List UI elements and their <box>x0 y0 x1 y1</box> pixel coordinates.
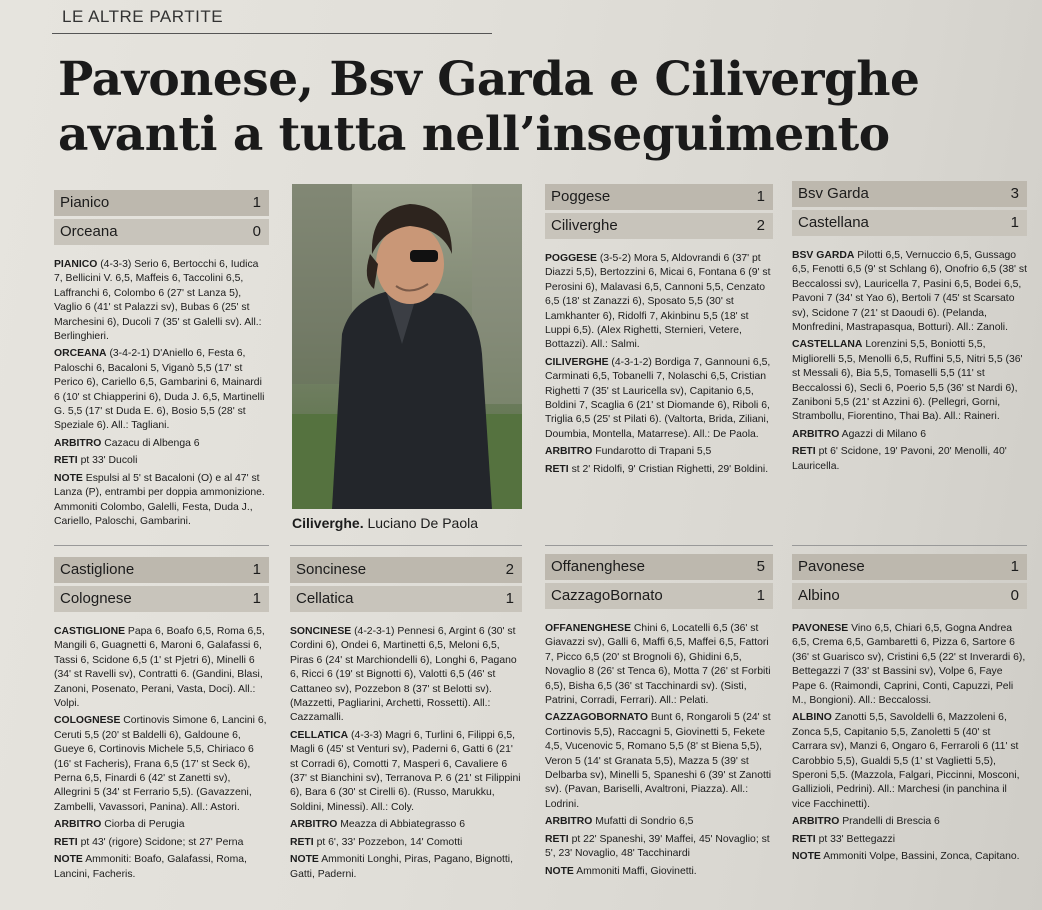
team-score: 2 <box>756 216 765 234</box>
team-score: 1 <box>252 589 261 607</box>
goals: RETI pt 22' Spaneshi, 39' Maffei, 45' Novaglio; st 5', 23' Novaglio, 48' Tacchinardi <box>545 833 770 860</box>
team-name: Albino <box>798 586 840 604</box>
team-score: 3 <box>1010 184 1019 202</box>
referee: ARBITRO Prandelli di Brescia 6 <box>792 816 940 828</box>
score-row-away <box>290 586 522 612</box>
notes: NOTE Ammoniti Longhi, Piras, Pagano, Bignotti, Gatti, Paderni. <box>290 854 513 880</box>
headline-line-1: Pavonese, Bsv Garda e Ciliverghe <box>58 52 920 107</box>
lineup-away: COLOGNESE Cortinovis Simone 6, Lancini 6, Ceruti 5,5 (20' st Baldelli 6), Galdoune 6, Gueye 6, Cortinovis Michele 5,5, Chiriaco 6 (16' st Facheris), Frana 6,5 (17' st Seck 6), Perna 6,5, Finardi 6 (42' st Zanetti sv), Allegrini 5 (34' st Ferrario 5,5). (Gavazzeni, Zambelli, Vavassori, Panina). All.: Astori. <box>54 715 267 813</box>
divider <box>792 545 1027 546</box>
score-row-away <box>792 583 1027 609</box>
score-row-home <box>792 181 1027 207</box>
referee: ARBITRO Mufatti di Sondrio 6,5 <box>545 816 694 828</box>
lineup-home: SONCINESE (4-2-3-1) Pennesi 6, Argint 6 (30' st Cordini 6), Ondei 6, Martinetti 6,5, Meloni 6,5, Piras 6 (24' st Marchiondelli 6), Longhi 6, Pagano 6, Ricci 6 (19' st Bignotti 6), Valotti 6,5 (46' st Cattaneo sv), Pozzebon 8 (37' st Belotti sv). (Mazzetti, Pagliarini, Archetti, Rossetti). All.: Cazzamalli. <box>290 626 517 724</box>
score-row-home <box>545 184 773 210</box>
lineup-away: ORCEANA (3-4-2-1) D'Aniello 6, Festa 6, Paloschi 6, Bacaloni 5, Viganò 5,5 (17' st Perico 6), Cariello 6,5, Gambarini 6, Mainardi 6 (10' st Chiapperini 6), Duda J. 6,5, Martinelli G. 5,5 (17' st Duda E. 6), Bosio 5,5 (28' st Speziale 6). All.: Tagliani. <box>54 348 265 432</box>
notes: NOTE Ammoniti: Boafo, Galafassi, Roma, Lancini, Facheris. <box>54 854 247 880</box>
lineup-home: OFFANENGHESE Chini 6, Locatelli 6,5 (36' st Giavazzi sv), Galli 6, Maffi 6,5, Maffei 6,5, Fattori 7, Picco 6,5 (20' st Brognoli 6), Ghidini 6,5, Novaglio 8 (26' st Tenca 6), Motta 7 (26' st Forbiti 6,5), Bisha 6,5 (36' st Tacchinardi sv). (Sisti, Patrini, Corradi, Ferrari). All.: Pelati. <box>545 623 771 707</box>
team-score: 1 <box>756 586 765 604</box>
team-name: Offanenghese <box>551 557 645 575</box>
lineup-away: ALBINO Zanotti 5,5, Savoldelli 6, Mazzoleni 6, Zonca 5,5, Capitanio 5,5, Zanoletti 5 (40' st Carrara sv), Manzi 6, Ongaro 6, Ferraroli 6 (11' st Carobbio 5,5), Gualdi 5,5 (1' st Vaglietti 5,5), Speroni 5,5. (Mazzola, Falgari, Piccinni, Mosconi, Gallizioli, Pedrini). All.: Marchesi (in panchina il vice Facchinetti). <box>792 712 1020 810</box>
match-report-pianico-orceana <box>54 190 269 532</box>
divider <box>545 545 773 546</box>
goals: RETI st 2' Ridolfi, 9' Cristian Righetti, 29' Boldini. <box>545 463 769 475</box>
team-name: Orceana <box>60 222 118 240</box>
referee: ARBITRO Fundarotto di Trapani 5,5 <box>545 446 712 458</box>
lineup-home: CASTIGLIONE Papa 6, Boafo 6,5, Roma 6,5, Mangili 6, Guagnetti 6, Maroni 6, Galafassi 6, Tassi 6, Scidone 6,5 (1' st Pjetri 6), Minelli 6 (34' st Ravelli sv), Contratti 6. (Gandini, Blasi, Zanoni, Posenato, Perani, Vasta, Doci). All.: Volpi. <box>54 626 265 710</box>
team-name: Soncinese <box>296 560 367 578</box>
lineup-away: CILIVERGHE (4-3-1-2) Bordiga 7, Gannouni 6,5, Carminati 6,5, Tobanelli 7, Nolaschi 6,5, Cristian Righetti 7 (35' st Lauricella sv), Capitanio 6,5, Boldini 7, Scaglia 6 (21' st Diomande 6), Riboli 6, Triglia 6,5 (25' st Pilati 6). (Valtorta, Brida, Ziliani, Doumbia, Montella, Matarrese). All.: De Paola. <box>545 356 771 440</box>
goals: RETI pt 33' Bettegazzi <box>792 833 896 845</box>
team-score: 1 <box>252 193 261 211</box>
section-label: LE ALTRE PARTITE <box>62 7 224 26</box>
score-row-home <box>290 557 522 583</box>
lineup-away: CELLATICA (4-3-3) Magri 6, Turlini 6, Filippi 6,5, Magli 6 (45' st Venturi sv), Paderni 6, Gatti 6 (21' st Corradi 6), Comotti 7, Masperi 6, Cavaliere 6 (37' st Bianchini sv), Terranova P. 6 (21' st Filippini 6), Bara 6 (30' st Cirelli 6). (Russo, Marukku, Soldini, Minessi). All.: Coly. <box>290 729 521 813</box>
team-score: 0 <box>1010 586 1019 604</box>
score-row-away <box>545 213 773 239</box>
match-report-poggese-ciliverghe <box>545 184 773 480</box>
team-name: Pianico <box>60 193 110 211</box>
score-row-home <box>54 190 269 216</box>
referee: ARBITRO Agazzi di Milano 6 <box>792 428 926 440</box>
caption-team: Ciliverghe. <box>292 515 364 531</box>
team-name: Castiglione <box>60 560 135 578</box>
lineup-home: BSV GARDA Pilotti 6,5, Vernuccio 6,5, Gussago 6,5, Fenotti 6,5 (9' st Schlang 6), Onofrio 6,5 (38' st Beccalossi sv), Lauricella 7, Pasini 6,5, Bodei 6,5, Pavoni 7 (34' st Yao 6), Bertoli 7 (45' st Scarsato sv), Scidone 7 (21' st Daoudi 6). (Pelanda, Monfredini, Mastrapasqua, Botturi). All.: Zanoli. <box>792 250 1027 334</box>
score-row-away <box>54 586 269 612</box>
lineup-away: CASTELLANA Lorenzini 5,5, Boniotti 5,5, Migliorelli 5,5, Menolli 6,5, Ruffini 5,5, Nitri 5,5 (36' st Messali 6), Bia 5,5, Tomaselli 5,5 (11' st Beccalossi 6), Secli 6, Poerio 5,5 (36' st Nardi 6), Zaniboni 5,5 (21' st Azzini 6). (Pellegri, Gorni, Strambollu, Fiorentino, Thai Ba). All.: Raineri. <box>792 339 1023 423</box>
referee: ARBITRO Meazza di Abbiategrasso 6 <box>290 819 465 831</box>
team-name: Ciliverghe <box>551 216 618 234</box>
goals: RETI pt 6' Scidone, 19' Pavoni, 20' Menolli, 40' Lauricella. <box>792 446 1007 472</box>
match-report-bsvgarda-castellana <box>792 181 1027 477</box>
goals: RETI pt 43' (rigore) Scidone; st 27' Perna <box>54 836 244 848</box>
match-report-pavonese-albino <box>792 554 1027 868</box>
lineup-away: CAZZAGOBORNATO Bunt 6, Rongaroli 5 (24' st Cortinovis 5,5), Raccagni 5, Giovinetti 5, Fekete 4,5, Vucenovic 5, Romano 5,5 (8' st Biena 5,5), Veron 5 (14' st Granata 5,5), Mazza 5 (39' st Delbarba sv), Minelli 5, Spaneshi 6 (39' st Zanotti sv). (Pavan, Bariselli, Avaltroni, Piazza). All.: Lodrini. <box>545 712 772 810</box>
team-score: 5 <box>756 557 765 575</box>
notes: NOTE Ammoniti Maffi, Giovinetti. <box>545 865 697 877</box>
team-name: Poggese <box>551 187 611 205</box>
team-score: 1 <box>505 589 514 607</box>
notes: NOTE Ammoniti Volpe, Bassini, Zonca, Capitano. <box>792 851 1020 863</box>
score-row-home <box>545 554 773 580</box>
match-report-offanenghese-cazzagobornato <box>545 554 773 882</box>
lineup-home: POGGESE (3-5-2) Mora 5, Aldovrandi 6 (37' pt Diazzi 5,5), Bertozzini 6, Micai 6, Fontana 6 (9' st Perosini 6), Malavasi 6,5, Cannoni 5,5, Cenzato 6,5 (18' st Zanazzi 6), Sposato 5,5 (30' st Lamkhanter 6), Ridolfi 7, Akinbinu 5,5 (18' st Luppi 6,5). (Alex Righetti, Sternieri, Vetere, Bottazzi). All.: Salmi. <box>545 253 771 351</box>
coach-photo <box>292 184 522 509</box>
match-report-soncinese-cellatica <box>290 557 522 885</box>
headline <box>58 52 958 162</box>
lineup-home: PIANICO (4-3-3) Serio 6, Bertocchi 6, Iudica 7, Bellicini V. 6,5, Maffeis 6, Taccolini 6,5, Laffranchi 6, Colombo 6 (27' st Lanza 5), Vaglio 6 (41' st Palazzi sv), Bubas 6 (25' st Marchesini 6), Ducoli 7 (35' st Galelli sv). All.: Berlinghieri. <box>54 259 262 343</box>
coach-photo-image <box>292 184 522 509</box>
goals: RETI pt 33' Ducoli <box>54 455 138 467</box>
divider <box>290 545 522 546</box>
photo-caption <box>292 515 478 531</box>
team-score: 1 <box>1010 213 1019 231</box>
team-name: Pavonese <box>798 557 865 575</box>
score-row-away <box>792 210 1027 236</box>
score-row-away <box>54 219 269 245</box>
team-score: 2 <box>505 560 514 578</box>
divider <box>54 545 269 546</box>
score-row-home <box>54 557 269 583</box>
team-score: 1 <box>1010 557 1019 575</box>
lineup-home: PAVONESE Vino 6,5, Chiari 6,5, Gogna Andrea 6,5, Crema 6,5, Gambaretti 6, Pizza 6, Sartore 6 (36' st Guarisco sv), Cristini 6,5 (22' st Inverardi 6), Bettegazzi 7 (33' st Bassini sv), Volpe 6, Faye Pape 6. (Raimondi, Caprini, Conti, Capuzzi, Peli M., Bongioni). All.: Beccalossi. <box>792 623 1026 707</box>
score-row-away <box>545 583 773 609</box>
match-report-castiglione-colognese <box>54 557 269 885</box>
team-name: CazzagoBornato <box>551 586 663 604</box>
caption-name: Luciano De Paola <box>367 515 479 531</box>
referee: ARBITRO Ciorba di Perugia <box>54 819 185 831</box>
team-score: 0 <box>252 222 261 240</box>
team-name: Colognese <box>60 589 132 607</box>
team-name: Cellatica <box>296 589 354 607</box>
score-row-home <box>792 554 1027 580</box>
referee: ARBITRO Cazacu di Albenga 6 <box>54 437 200 449</box>
notes: NOTE Espulsi al 5' st Bacaloni (O) e al 47' st Lanza (P), entrambi per doppia ammonizione. Ammoniti Colombo, Galelli, Festa, Duda J., Cariello, Paloschi, Gambarini. <box>54 472 265 527</box>
team-score: 1 <box>252 560 261 578</box>
goals: RETI pt 6', 33' Pozzebon, 14' Comotti <box>290 836 463 848</box>
team-name: Castellana <box>798 213 869 231</box>
team-score: 1 <box>756 187 765 205</box>
headline-line-2: avanti a tutta nell’inseguimento <box>58 107 890 162</box>
section-divider <box>52 33 492 34</box>
team-name: Bsv Garda <box>798 184 869 202</box>
